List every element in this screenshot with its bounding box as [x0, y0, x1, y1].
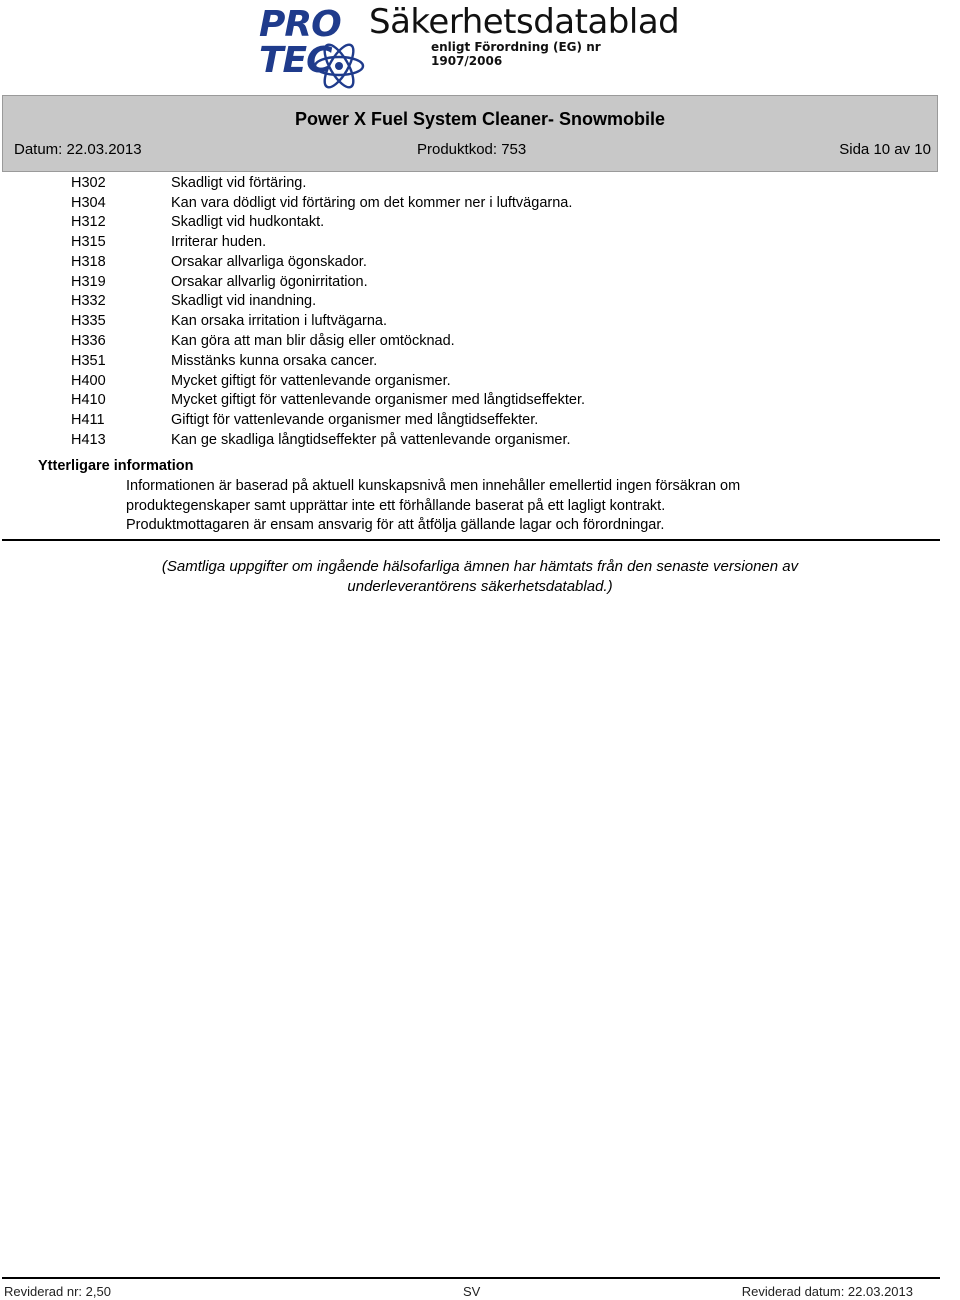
hazard-row	[0, 392, 960, 412]
additional-info-heading: Ytterligare information	[38, 458, 194, 474]
hazard-row	[0, 175, 960, 195]
hazard-row	[0, 432, 960, 452]
hazard-text: Orsakar allvarliga ögonskador.	[171, 254, 367, 270]
section-divider	[2, 539, 940, 541]
footnote-line: (Samtliga uppgifter om ingående hälsofarliga ämnen har hämtats från den senaste versionen av	[161, 558, 799, 575]
revised-date: Reviderad datum: 22.03.2013	[741, 1284, 913, 1299]
brand-logo	[255, 2, 680, 92]
hazard-row	[0, 234, 960, 254]
hazard-row	[0, 274, 960, 294]
hazard-text: Orsakar allvarlig ögonirritation.	[171, 274, 368, 290]
hazard-code: H336	[71, 333, 106, 349]
hazard-code: H335	[71, 313, 106, 329]
document-date: Datum: 22.03.2013	[14, 141, 142, 158]
hazard-row	[0, 313, 960, 333]
hazard-code: H351	[71, 353, 106, 369]
hazard-text: Misstänks kunna orsaka cancer.	[171, 353, 378, 369]
footer-divider	[2, 1277, 940, 1279]
hazard-row	[0, 254, 960, 274]
logo-pro-text: PRO	[259, 4, 341, 45]
hazard-text: Mycket giftigt för vattenlevande organismer med långtidseffekter.	[171, 392, 586, 408]
hazard-text: Kan göra att man blir dåsig eller omtöcknad.	[171, 333, 455, 349]
hazard-row	[0, 353, 960, 373]
hazard-code: H413	[71, 432, 106, 448]
hazard-row	[0, 373, 960, 393]
hazard-code: H315	[71, 234, 106, 250]
hazard-text: Giftigt för vattenlevande organismer med långtidseffekter.	[171, 412, 539, 428]
language-code: SV	[463, 1284, 481, 1299]
footnote-line: underleverantörens säkerhetsdatablad.)	[347, 578, 613, 595]
hazard-text: Skadligt vid inandning.	[171, 293, 317, 309]
product-title: Power X Fuel System Cleaner- Snowmobile	[294, 109, 666, 129]
hazard-code: H302	[71, 175, 106, 191]
hazard-text: Skadligt vid hudkontakt.	[171, 214, 325, 230]
product-code: Produktkod: 753	[417, 141, 527, 158]
hazard-text: Skadligt vid förtäring.	[171, 175, 307, 191]
hazard-text: Irriterar huden.	[171, 234, 267, 250]
hazard-code: H318	[71, 254, 106, 270]
additional-info-line: Produktmottagaren är ensam ansvarig för att åtfölja gällande lagar och förordningar.	[126, 517, 665, 533]
additional-info-line: produktegenskaper samt upprättar inte ett förhållande baserat på ett lagligt kontrakt.	[126, 498, 666, 514]
hazard-code: H400	[71, 373, 106, 389]
hazard-text: Kan vara dödligt vid förtäring om det kommer ner i luftvägarna.	[171, 195, 573, 211]
header-band	[2, 95, 938, 172]
hazard-code: H410	[71, 392, 106, 408]
hazard-row	[0, 333, 960, 353]
revision-number: Reviderad nr: 2,50	[4, 1284, 111, 1299]
regulation-subtitle: enligt Förordning (EG) nr 1907/2006	[431, 40, 601, 68]
page-number: Sida 10 av 10	[839, 141, 931, 158]
hazard-code: H332	[71, 293, 106, 309]
hazard-code: H304	[71, 195, 106, 211]
hazard-row	[0, 412, 960, 432]
hazard-code: H312	[71, 214, 106, 230]
hazard-row	[0, 195, 960, 215]
additional-info-line: Informationen är baserad på aktuell kunskapsnivå men innehåller emellertid ingen försäkran om	[126, 478, 741, 494]
hazard-code: H411	[71, 412, 105, 428]
hazard-text: Kan ge skadliga långtidseffekter på vattenlevande organismer.	[171, 432, 571, 448]
logo-tec-text: TEC	[259, 40, 332, 81]
atom-icon	[311, 40, 367, 92]
hazard-row	[0, 293, 960, 313]
hazard-text: Kan orsaka irritation i luftvägarna.	[171, 313, 387, 329]
document-type-title: Säkerhetsdatablad	[369, 2, 680, 42]
hazard-row	[0, 214, 960, 234]
hazard-code: H319	[71, 274, 106, 290]
hazard-text: Mycket giftigt för vattenlevande organismer.	[171, 373, 451, 389]
